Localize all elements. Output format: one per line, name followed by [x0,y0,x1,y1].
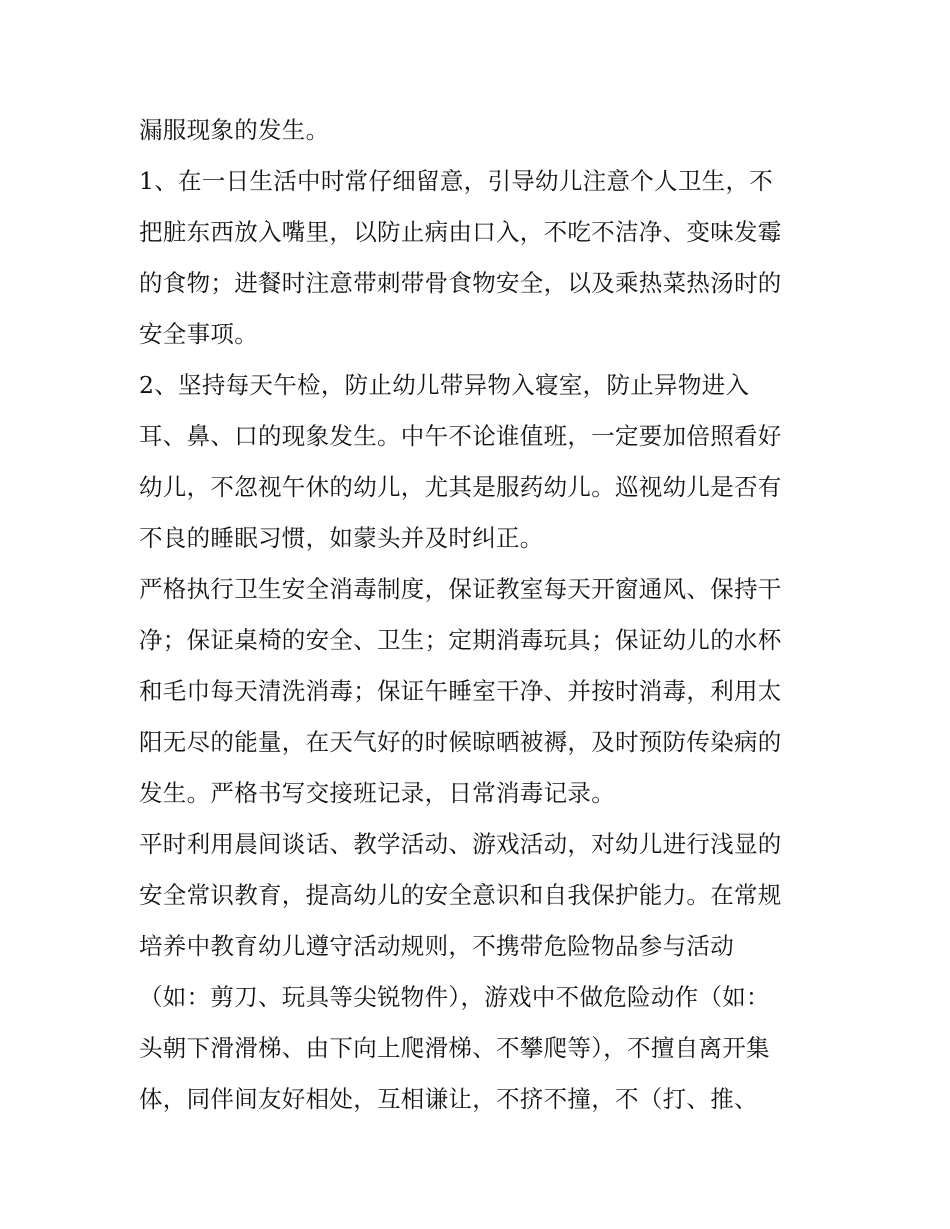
text-line: 严格执行卫生安全消毒制度，保证教室每天开窗通风、保持干 [139,575,782,603]
text-line: 1、在一日生活中时常仔细留意，引导幼儿注意个人卫生，不 [139,167,774,195]
text-line: 2、坚持每天午检，防止幼儿带异物入寝室，防止异物进入 [139,371,750,399]
text-line: 和毛巾每天清洗消毒；保证午睡室干净、并按时消毒，利用太 [139,677,782,705]
text-line: 幼儿，不忽视午休的幼儿，尤其是服药幼儿。巡视幼儿是否有 [139,473,782,501]
text-line: 安全事项。 [139,320,258,348]
text-line: 阳无尽的能量，在天气好的时候晾晒被褥，及时预防传染病的 [139,728,782,756]
text-line: 头朝下滑滑梯、由下向上爬滑梯、不攀爬等），不擅自离开集 [139,1034,770,1062]
text-line: 发生。严格书写交接班记录，日常消毒记录。 [139,779,615,807]
text-line: 体，同伴间友好相处，互相谦让，不挤不撞，不（打、推、 [139,1085,758,1113]
text-line: 漏服现象的发生。 [139,116,330,144]
document-body [139,105,819,1125]
text-line: 把脏东西放入嘴里，以防止病由口入，不吃不洁净、变味发霉 [139,218,782,246]
text-line: 安全常识教育，提高幼儿的安全意识和自我保护能力。在常规 [139,881,782,909]
text-line: 净；保证桌椅的安全、卫生；定期消毒玩具；保证幼儿的水杯 [139,626,782,654]
text-line: 不良的睡眠习惯，如蒙头并及时纠正。 [139,524,544,552]
text-line: 培养中教育幼儿遵守活动规则，不携带危险物品参与活动 [139,932,734,960]
text-line: （如：剪刀、玩具等尖锐物件），游戏中不做危险动作（如： [139,983,770,1011]
text-line: 耳、鼻、口的现象发生。中午不论谁值班，一定要加倍照看好 [139,422,782,450]
text-line: 的食物；进餐时注意带刺带骨食物安全，以及乘热菜热汤时的 [139,269,782,297]
text-line: 平时利用晨间谈话、教学活动、游戏活动，对幼儿进行浅显的 [139,830,782,858]
